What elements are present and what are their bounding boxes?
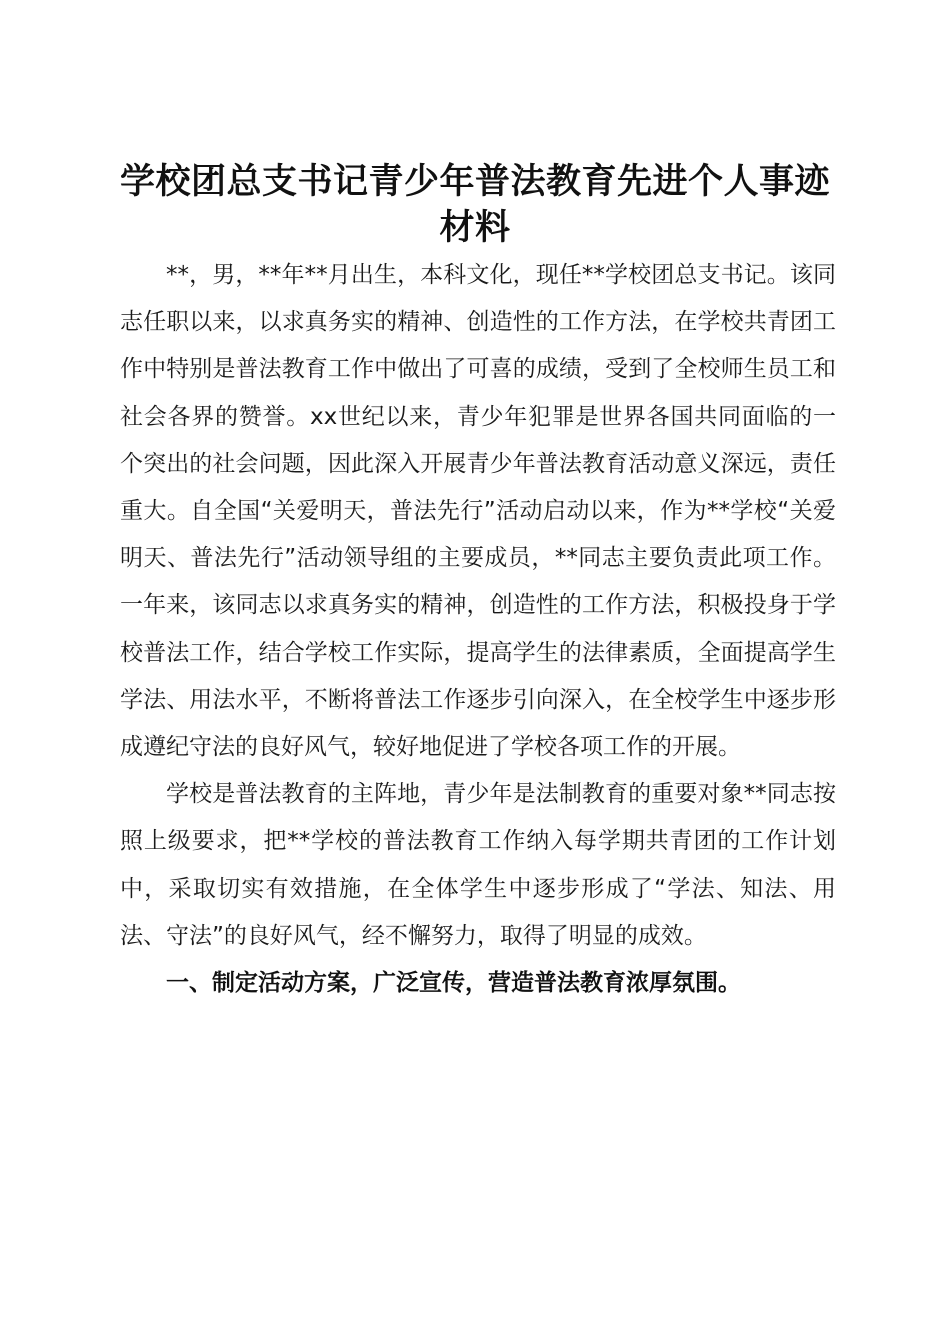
paragraph-intro: **，男，**年**月出生，本科文化，现任**学校团总支书记。该同志任职以来，以求真务实的精神、创造性的工作方法，在学校共青团工作中特别是普法教育工作中做出了可喜的成绩，受到了全校师生员工和社会各界的赞誉。xx世纪以来，青少年犯罪是世界各国共同面临的一个突出的社会问题，因此深入开展青少年普法教育活动意义深远，责任重大。自全国“关爱明天，普法先行”活动启动以来，作为**学校“关爱明天、普法先行”活动领导组的主要成员，**同志主要负责此项工作。一年来，该同志以求真务实的精神，创造性的工作方法，积极投身于学校普法工作，结合学校工作实际，提高学生的法律素质，全面提高学生学法、用法水平，不断将普法工作逐步引向深入，在全校学生中逐步形成遵纪守法的良好风气，较好地促进了学校各项工作的开展。: [120, 262, 836, 761]
section-heading-1: 一、制定活动方案，广泛宣传，营造普法教育浓厚氛围。: [166, 970, 741, 997]
document-title: [100, 159, 850, 251]
title-line-2: 材料: [439, 207, 511, 249]
document-body: [120, 252, 836, 1007]
paragraph-main-position: 学校是普法教育的主阵地，青少年是法制教育的重要对象**同志按照上级要求，把**学校的普法教育工作纳入每学期共青团的工作计划中，采取切实有效措施，在全体学生中逐步形成了“学法、知法、用法、守法”的良好风气，经不懈努力，取得了明显的成效。: [120, 781, 836, 949]
title-line-1: 学校团总支书记青少年普法教育先进个人事迹: [119, 161, 830, 203]
